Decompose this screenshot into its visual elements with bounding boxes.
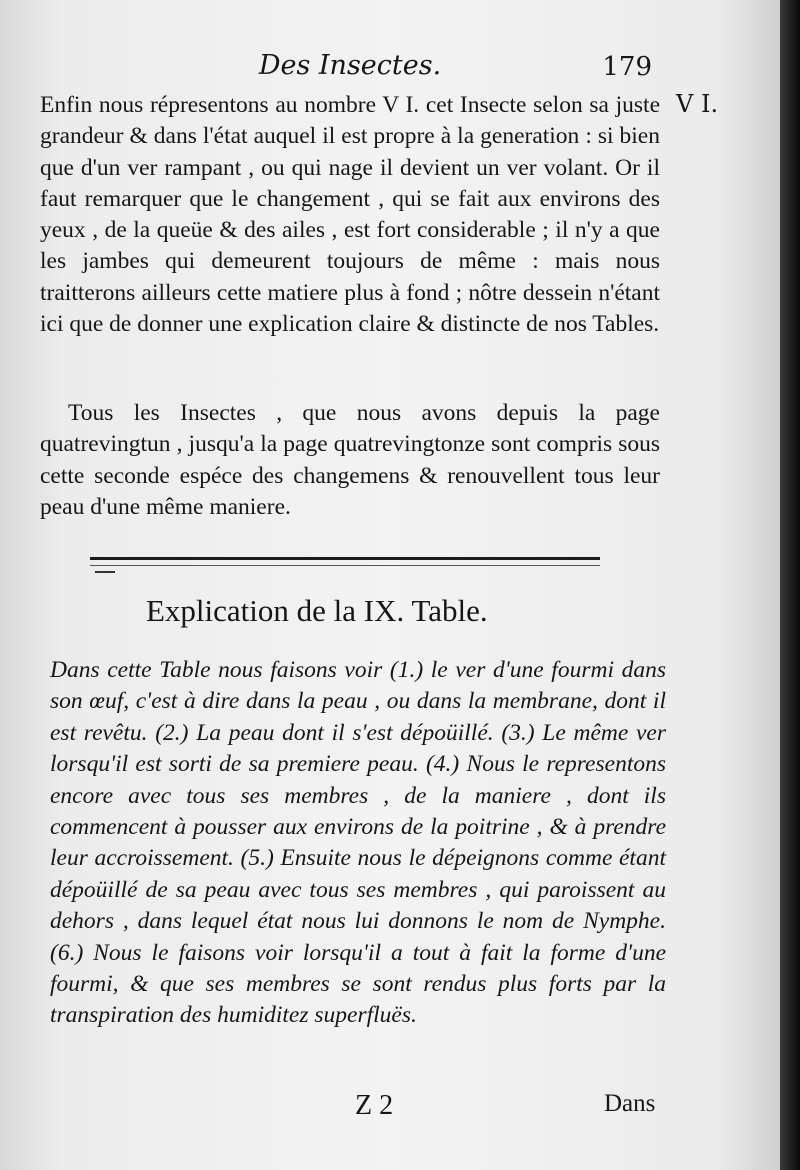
ornamental-rule xyxy=(90,557,600,566)
paragraph-3 xyxy=(50,655,666,1032)
page-edge-shadow xyxy=(780,0,800,1170)
running-head xyxy=(40,50,660,90)
paragraph-2 xyxy=(40,398,660,523)
rule-mark xyxy=(95,571,115,573)
paragraph-1-text: Enfin nous répresentons au nombre V I. cet Insecte selon sa juste grandeur & dans l'état auquel il est propre à la generation : si bien que d'un ver rampant , ou qui nage il devient un ver volant. Or il faut remarquer que le changement , qui se fait aux environs des yeux , de la queüe & des ailes , est fort considerable ; il n'y a que les jambes qui demeurent toujours de même : mais nous traitterons ailleurs cette matiere plus à fond ; nôtre dessein n'étant ici que de donner une explication claire & distincte de nos Tables. xyxy=(40,92,660,338)
margin-note: V I. xyxy=(676,90,719,118)
paragraph-2-text: Tous les Insectes , que nous avons depuis la page quatrevingtun , jusqu'a la page quatrevingtonze sont compris sous cette seconde espéce des changemens & renouvellent tous leur peau d'une même maniere. xyxy=(40,400,660,520)
signature-mark: Z 2 xyxy=(355,1090,394,1121)
section-heading: Explication de la IX. Table. xyxy=(146,593,488,628)
page-number: 179 xyxy=(602,52,652,82)
catchword: Dans xyxy=(604,1090,656,1117)
paragraph-1 xyxy=(40,90,660,340)
running-head-title: Des Insectes. xyxy=(258,50,442,81)
paragraph-3-text: Dans cette Table nous faisons voir (1.) le ver d'une fourmi dans son œuf, c'est à dire dans la peau , ou dans la membrane, dont il est revêtu. (2.) La peau dont il s'est dépoüillé. (3.) Le même ver lorsqu'il est sorti de sa premiere peau. (4.) Nous le representons encore avec tous ses membres , de la maniere , dont ils commencent à pousser aux environs de la poitrine , & à prendre leur accroissement. (5.) Ensuite nous le dépeignons comme étant dépoüillé de sa peau avec tous ses membres , qui paroissent au dehors , dans lequel état nous lui donnons le nom de Nymphe. (6.) Nous le faisons voir lorsqu'il a tout à fait la forme d'une fourmi, & que ses membres se sont rendus plus forts par la transpiration des humiditez superfluës. xyxy=(50,657,666,1029)
